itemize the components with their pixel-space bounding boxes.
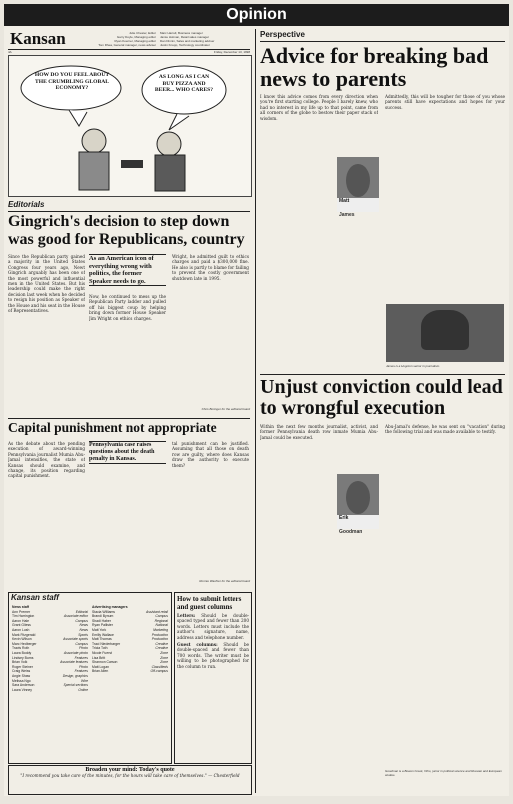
staff-role: Associate sports [63,637,88,642]
editorials-label: Editorials [8,200,45,209]
editorials-col2: Now, he continued to mess up the Republican Party ladder and pulled off his biggest coup by helping bring down former House Speaker Jim Wright on ethics charges. [89,294,166,321]
quote-attribution: — Chesterfield [208,773,240,778]
masthead-right-staff [160,31,250,47]
letters-text: Should be double-spaced typed and fewer than 200 words. Letters must include the author's signature, name, address and telephone number. [177,613,249,640]
perspective-col1: I know this advice comes from every direction when you're first starting college. People I barely knew, who had no interest in my life up to that point, came from all corners of the globe to bestow their paper stack of wisdom. [260,94,378,121]
staff-name: Matt Thomas [92,637,112,642]
perspective-tagline: James is a Hugoton senior in journalism. [386,364,441,368]
submit-title: How to submit letters and guest columns [177,595,242,611]
news-staff-rows [12,610,88,693]
quote-title: Broaden your mind: Today's quote [85,767,175,773]
staff-row [12,688,88,693]
staff-role: Photo [79,646,88,651]
unjust-col2: Abu-Jamal's defense, he was sent on "vacation" during the following trial and was made available to testify. [385,424,505,435]
perspective-label: Perspective [260,30,305,39]
caption-first: Matt [339,198,350,204]
newspaper-page [4,4,509,796]
columnist-photo-james [337,157,379,212]
staff-name: Kevin Wilson [12,637,32,642]
editorials-col3: Wright, he admitted guilt to ethics charges and paid a $300,000 fine. He also is partly to blame for failing to prevent the costly government shutdown late in 1995. [172,254,249,281]
staff-role: Design, graphics [62,673,88,678]
staff-name: Ann Premer [12,609,31,614]
staff-name: Matt Logan [92,664,109,669]
staff-role: Production [151,637,168,642]
staff-line: Ryan Koerner, Managing editor [114,39,156,43]
staff-row [92,669,168,674]
unjust-rule [260,374,505,375]
staff-name: Stacia Williams [92,609,115,614]
quote-text [9,773,251,778]
portrait-face [346,481,370,514]
staff-line: Julie Chester, Editor [129,31,156,35]
portrait-face [346,164,370,197]
staff-name: Tim Harrington [12,614,35,619]
editorials-signature: Chris Boringer for the editorial board [201,407,250,411]
staff-name: Sara Anderson [12,683,35,688]
staff-role: Online [78,687,88,692]
news-staff-list [12,605,88,692]
perspective-photo [386,304,504,362]
section-title: Opinion [226,6,287,23]
quote-body: "I recommend you take care of the minutes, for the hours will take care of themselves." [20,773,207,778]
columnist-photo-goodman [337,474,379,529]
staff-role: Wire [81,678,88,683]
editorials-rule [8,211,250,212]
caption-last: James [339,212,355,218]
editorials-headline: Gingrich's decision to step down was good for Republicans, country [8,213,245,248]
staff-title: Kansan staff [11,593,59,602]
page-number: 4A [8,50,12,54]
staff-line: Jamie Holman, Retail sales manager [160,35,210,39]
letters-label: Letters: [177,613,196,618]
editorial-cartoon [8,55,252,197]
photo-caption [337,198,379,212]
staff-line: Justin Knupp, Technology coordinator [160,43,210,47]
submit-letters [175,613,251,640]
pullquote-text: Pennsylvania case raises questions about the death penalty in Kansas. [89,442,155,462]
staff-name: Tricia Toth [92,646,108,651]
submit-guest [175,640,251,671]
unjust-col1: Within the next few months journalist, activist, and former Pennsylvania death row inmate Mumia Abu-Jamal could be executed. [260,424,378,440]
perspective-rule [260,41,505,42]
unjust-tagline: Goodman is a Bowen Creek, Ohio, junior in political science and Russian and European studies. [385,769,502,777]
ad-staff-label: Advertising managers [92,605,128,609]
staff-role: Features [74,655,88,660]
staff-name: Lindsey Burns [12,655,34,660]
staff-role: Zone [160,660,168,665]
staff-name: Craig Weiss [12,669,31,674]
staff-role: News [79,627,88,632]
staff-name: Shadi Haber [92,618,111,623]
staff-name: Melissa Ngo [12,678,31,683]
staff-name: Aaron Lush [12,627,30,632]
staff-role: Campus [155,614,168,619]
news-staff-label: News staff [12,605,29,609]
staff-line: Marc Harrell, Business manager [160,31,203,35]
staff-name: Brian Volk [12,660,28,665]
staff-name: Nicole Fuerst [92,650,112,655]
staff-name: Brandi Bynum [92,614,114,619]
staff-name: Brian Allen [92,669,109,674]
masthead-left-staff [76,31,156,47]
column-divider [255,29,256,793]
guest-label: Guest columns: [177,642,218,648]
ad-staff-rows [92,610,168,674]
staff-box [8,592,172,764]
staff-role: Off-campus [150,669,168,674]
staff-role: Zone [160,655,168,660]
capital-col3: tal punishment can be justified. Assuming that all those on death row are guilty, where does Kansas draw the authority to execute them? [172,441,249,468]
staff-role: Creative [155,646,168,651]
staff-role: Classifieds [151,664,168,669]
section-band [4,4,509,26]
editorials-col1: Since the Republican party gained a majority in the United States Congress four years ago, Newt Gingrich arguably has been one of the most powerful and influential men in the United States. But his leadership could make the right decision last week when he decided to resign his position as Speaker of the House and his seat in the House of Representatives. [8,254,85,314]
staff-name: Mark Fitzgerald [12,632,36,637]
staff-name: Laura Boddy [12,650,32,655]
capital-pullquote [89,441,166,464]
staff-role: Associate photo [63,650,88,655]
cartoon-bubble-right: AS LONG AS I CAN BUY PIZZA AND BEER... WHO CARES? [154,74,214,94]
caption-last: Goodman [339,529,363,535]
staff-name: Marc Hedberger [12,641,37,646]
staff-name: Emilly Wallace [92,632,114,637]
staff-role: Creative [155,641,168,646]
staff-role: Marketing [153,627,168,632]
photo-caption [337,515,379,529]
capital-headline: Capital punishment not appropriate [8,420,217,435]
editorials-pullquote [89,254,166,286]
staff-role: Associate editor [63,614,88,619]
staff-line: Dan Dinnin, Sales and marketing adviser [160,39,215,43]
staff-name: Travis Roth [12,646,30,651]
staff-role: National [155,623,168,628]
capital-rule [8,418,250,419]
staff-role: Zone [160,650,168,655]
guest-text: Should be double-spaced and fewer than 700 words. The writer must be willing to be photographed for the column to run. [177,642,249,669]
staff-name: Traci Niederbarger [92,641,121,646]
capital-signature: Ronnie Wachter for the editorial board [199,579,250,583]
submit-box [174,592,252,764]
staff-role: Regional [154,618,168,623]
staff-name: Roger Steiner [12,664,33,669]
staff-role: Associate features [60,660,88,665]
unjust-headline: Unjust conviction could lead to wrongful execution [260,376,503,419]
pullquote-text: As an American icon of everything wrong with politics, the former Speaker needs to go. [89,255,154,285]
staff-name: Ryan Pallister [92,623,113,628]
staff-role: Campus [75,618,88,623]
quote-box [8,765,252,795]
perspective-headline: Advice for breaking bad news to parents [260,43,489,91]
staff-name: Aaron Hale [12,618,29,623]
staff-name: Matt York [92,627,107,632]
staff-role: Editorial [75,609,88,614]
staff-role: Production [151,632,168,637]
staff-role: Assistant retail [145,609,168,614]
staff-line: Tom Rhea, General manager, news adviser [98,43,156,47]
caption-first: Erik [339,515,349,521]
staff-name: Laura Vinney [12,687,32,692]
staff-role: Special sections [63,683,88,688]
perspective-col2: Admittedly, this will be tougher for those of you whose parents still have expectations and hopes for your success. [385,94,505,110]
date-line: Friday, December 13, 1998 [213,50,250,54]
ad-staff-list [92,605,168,674]
staff-line: Garry Doyle, Managing editor [116,35,156,39]
staff-role: Campus [75,641,88,646]
staff-name: Shannon Carson [92,660,118,665]
staff-role: Sports [78,632,88,637]
staff-name: Lisa Britt [92,655,106,660]
staff-role: Photo [79,664,88,669]
staff-role: Features [74,669,88,674]
cartoon-bubble-left: HOW DO YOU FEEL ABOUT THE CRUMBLING GLOBAL ECONOMY? [34,72,110,92]
capital-col1: As the debate about the pending execution of award-winning Pennsylvania journalist Mumia Abu-Jamal intensifies, the state of Kansas should examine, and change, its position regarding capital punishment. [8,441,85,479]
masthead-name: Kansan [10,29,66,48]
staff-role: News [79,623,88,628]
staff-name: Grant Gliess [12,623,31,628]
staff-name: Angie Shaw [12,673,31,678]
